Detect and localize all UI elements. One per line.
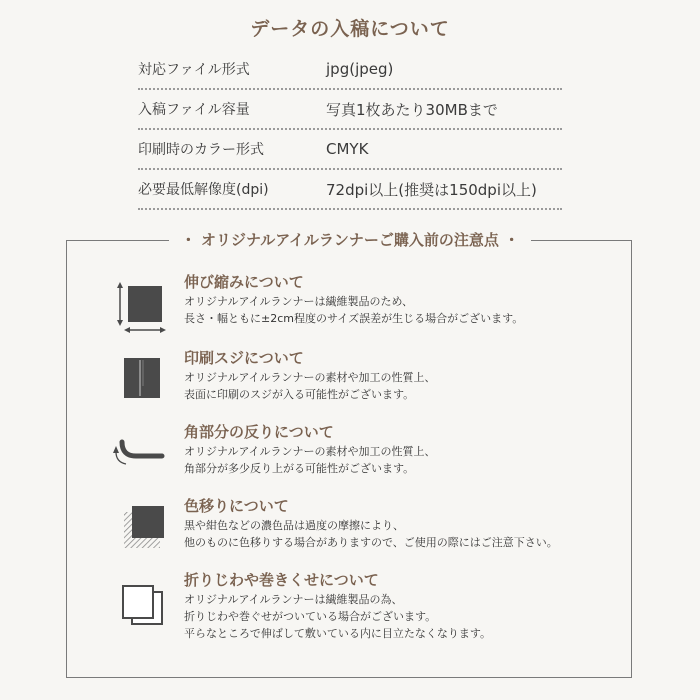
item-line: 折りじわや巻ぐせがついている場合がございます。 [184, 610, 437, 623]
item-line: 平らなところで伸ばして敷いている内に目立たなくなります。 [184, 627, 492, 640]
page-title: データの入稿について [250, 18, 450, 40]
spec-row-format [138, 50, 562, 90]
print-streak-icon [112, 356, 172, 416]
item-line: 角部分が多少反り上がる可能性がございます。 [184, 462, 415, 475]
notice-item-stretch [112, 273, 672, 350]
fold-wrinkle-icon [112, 578, 172, 638]
spec-value: CMYK [326, 140, 369, 158]
spec-value: jpg(jpeg) [326, 60, 394, 78]
spec-value: 72dpi以上(推奨は150dpi以上) [326, 180, 537, 199]
item-title: 印刷スジについて [184, 349, 304, 367]
spec-table [138, 50, 562, 210]
item-line: 長さ・幅ともに±2cm程度のサイズ誤差が生じる場合がございます。 [184, 312, 524, 325]
notice-item-fold-wrinkle [112, 571, 672, 648]
item-title: 伸び縮みについて [184, 273, 304, 291]
spec-label: 入稿ファイル容量 [138, 102, 250, 118]
item-line: 他のものに色移りする場合がありますので、ご使用の際にはご注意下さい。 [184, 536, 558, 549]
spec-row-size [138, 90, 562, 130]
item-title: 折りじわや巻きくせについて [184, 571, 379, 589]
color-transfer-icon [112, 504, 172, 564]
notice-item-color-transfer [112, 497, 672, 574]
spec-label: 対応ファイル形式 [138, 62, 250, 78]
notice-heading [0, 229, 700, 250]
notice-item-corner-curl [112, 423, 672, 500]
item-line: 表面に印刷のスジが入る可能性がございます。 [184, 388, 415, 401]
item-line: オリジナルアイルランナーは繊維製品のため、 [184, 295, 414, 308]
spec-row-resolution [138, 170, 562, 210]
item-line: オリジナルアイルランナーの素材や加工の性質上、 [184, 371, 436, 384]
item-line: オリジナルアイルランナーの素材や加工の性質上、 [184, 445, 436, 458]
notice-heading-text: ・ オリジナルアイルランナーご購入前の注意点 ・ [169, 229, 531, 250]
item-title: 角部分の反りについて [184, 423, 334, 441]
spec-label: 必要最低解像度(dpi) [138, 182, 269, 198]
notice-item-print-streak [112, 349, 672, 426]
spec-value: 写真1枚あたり30MBまで [326, 100, 498, 119]
item-line: 黒や紺色などの濃色品は過度の摩擦により、 [184, 519, 404, 532]
item-title: 色移りについて [184, 497, 289, 515]
spec-row-color [138, 130, 562, 170]
item-line: オリジナルアイルランナーは繊維製品の為、 [184, 593, 403, 606]
stretch-arrows-icon [112, 280, 172, 340]
spec-label: 印刷時のカラー形式 [138, 142, 264, 158]
corner-curl-icon [112, 430, 172, 490]
